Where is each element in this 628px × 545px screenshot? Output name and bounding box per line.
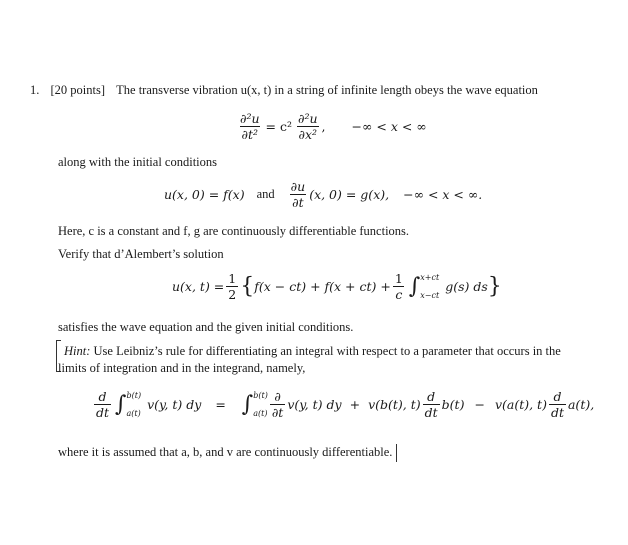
sol-inv-fraction [393, 272, 405, 301]
sol-body: f(x − ct) + f(x + ct) + [254, 279, 391, 294]
sol-int-lower: x−ct [420, 290, 440, 300]
problem-header [30, 82, 538, 98]
leib-partial-den: ∂t [271, 405, 284, 420]
sol-inv-num: 1 [394, 271, 403, 286]
leib-b: b(t) [441, 397, 465, 412]
ic-first: u(x, 0) = f(x) [164, 187, 245, 202]
leib-dt-3: dt [550, 405, 564, 420]
leib-ddt-fraction [94, 390, 111, 419]
leib-ddt-fraction-3 [549, 390, 566, 419]
leib-integral-1 [113, 391, 141, 419]
wave-eq-domain: −∞ < x < ∞ [351, 119, 427, 134]
sol-integral [407, 273, 439, 301]
leib-d-2: d [427, 389, 436, 404]
leib-upper-2: b(t) [253, 390, 268, 400]
integral-sign-icon: ∫ [241, 392, 254, 417]
ic-domain: −∞ < x < ∞. [403, 187, 483, 202]
ic-du-num: ∂u [290, 179, 306, 194]
leib-ddt-fraction-2 [423, 390, 440, 419]
ic-du-den: ∂t [292, 195, 304, 210]
leibniz-rule [92, 390, 594, 419]
leib-a: a(t), [567, 397, 595, 412]
wave-eq-equals: = c² [265, 119, 292, 134]
wave-eq-lhs-fraction [238, 112, 262, 141]
wave-eq-lhs-num: ∂²u [240, 111, 260, 126]
satisfies-line: satisfies the wave equation and the given initial conditions. [58, 320, 354, 334]
leib-integral-2 [240, 391, 268, 419]
where-line [58, 444, 397, 462]
sol-int-upper: x+ct [420, 272, 440, 282]
leib-minus: − [474, 397, 485, 412]
leib-dt-2: dt [424, 405, 438, 420]
sol-half-fraction [226, 272, 238, 301]
integral-sign-icon: ∫ [408, 274, 421, 299]
leib-dt: dt [96, 405, 110, 420]
leib-equals: = [215, 397, 226, 412]
hint-line-1 [64, 343, 561, 359]
leib-term-3: v(a(t), t) [494, 397, 547, 412]
hint-label: Hint: [64, 344, 91, 358]
hint-line-2: limits of integration and in the integrand, namely, [58, 361, 306, 375]
sol-lhs: u(x, t) = [172, 279, 225, 294]
leib-integrand-1: v(y, t) dy [147, 397, 202, 412]
problem-points: [20 points] [50, 83, 106, 97]
wave-eq-rhs-num: ∂²u [298, 111, 318, 126]
leib-partial-fraction [270, 390, 286, 419]
where-text: where it is assumed that a, b, and v are continuously differentiable. [58, 445, 393, 459]
sol-integrand: g(s) ds [445, 279, 488, 294]
integral-sign-icon: ∫ [115, 392, 127, 417]
dalembert-solution: u(x, t) = $\frac{1}{2}$ { f(x − ct) + f(x + ct) + $\frac{1}{c}$ ∫ x+ct x−ct g(s) ds } [172, 271, 502, 302]
leib-upper-1: b(t) [126, 390, 142, 400]
wave-eq-rhs-fraction [296, 112, 320, 141]
leib-lower-1: a(t) [126, 408, 141, 418]
wave-equation: $\frac{\text{∂²u}}{\text{∂t²}}$ = c² $\frac{\text{∂²u}}{\text{∂x²}}$ , −∞ < x < ∞ [240, 111, 427, 142]
sol-inv-den: c [395, 287, 403, 302]
initial-conditions-label: along with the initial conditions [58, 155, 218, 169]
problem-intro: The transverse vibration u(x, t) in a string of infinite length obeys the wave equation [116, 83, 538, 97]
problem-number: 1. [30, 83, 40, 97]
ic-second: (x, 0) = g(x), [309, 187, 390, 202]
sol-half-num: 1 [228, 271, 237, 286]
leib-partial-num: ∂ [274, 389, 281, 404]
sol-half-den: 2 [228, 287, 237, 302]
leib-plus: + [349, 397, 361, 412]
leib-d-3: d [553, 389, 562, 404]
hint-text-1: Use Leibniz’s rule for differentiating an integral with respect to a parameter that occurs in the [93, 344, 561, 358]
ic-and: and [256, 187, 275, 201]
initial-conditions [164, 180, 482, 209]
hint-close-bracket [396, 444, 397, 462]
leib-d: d [98, 389, 107, 404]
verify-line: Verify that d’Alembert’s solution [58, 247, 224, 261]
ic-du-fraction [289, 180, 308, 209]
wave-eq-rhs-den: ∂x² [298, 127, 318, 142]
leib-integrand-2: v(y, t) dy [287, 397, 342, 412]
leib-lower-2: a(t) [253, 408, 268, 418]
here-line: Here, c is a constant and f, g are continuously differentiable functions. [58, 224, 410, 238]
wave-eq-lhs-den: ∂t² [241, 127, 259, 142]
leib-term-2: v(b(t), t) [368, 397, 421, 412]
